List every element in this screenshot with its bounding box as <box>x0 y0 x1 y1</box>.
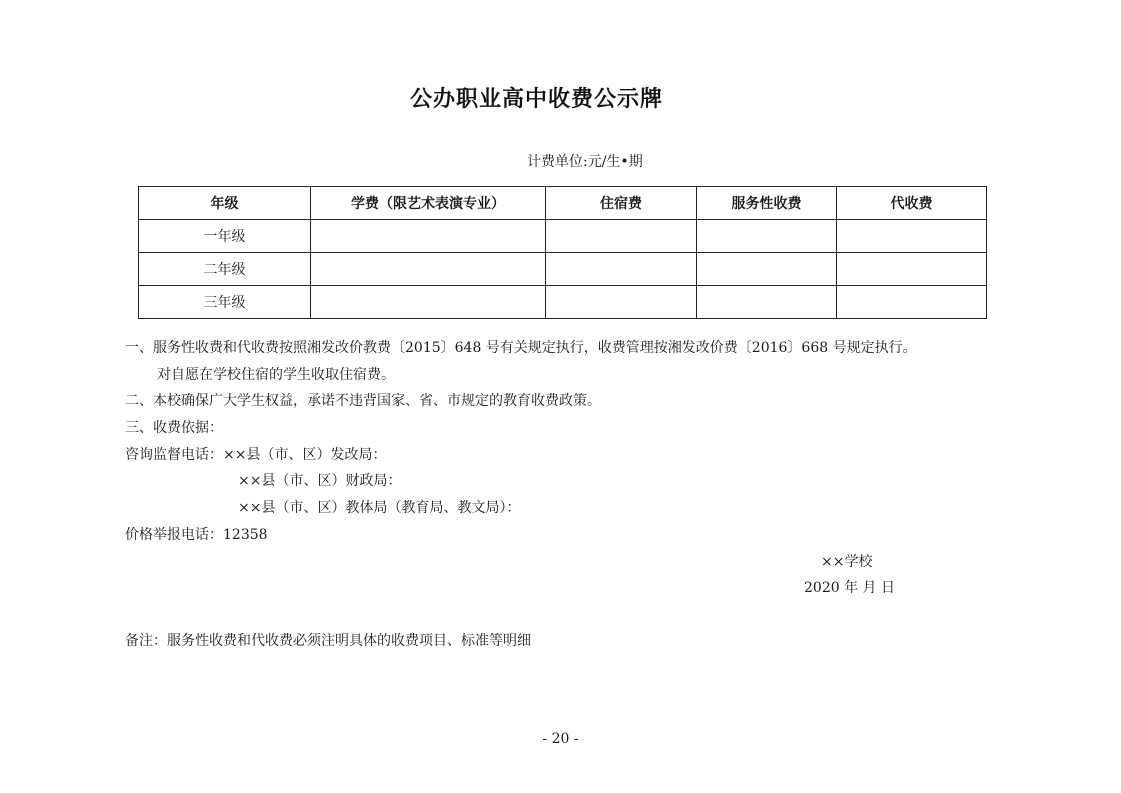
table-cell <box>546 220 697 253</box>
table-row <box>139 220 987 253</box>
note-line-1b: 对自愿在学校住宿的学生收取住宿费。 <box>157 367 395 383</box>
remark: 备注：服务性收费和代收费必须注明具体的收费项目、标准等明细 <box>125 633 531 649</box>
table-row <box>139 286 987 319</box>
grade-cell: 一年级 <box>139 220 311 253</box>
price-report-hotline: 价格举报电话：12358 <box>125 527 268 543</box>
table-cell <box>311 286 546 319</box>
header-accommodation: 住宿费 <box>546 187 697 220</box>
table-cell <box>311 253 546 286</box>
grade-cell: 三年级 <box>139 286 311 319</box>
note-line-2: 二、本校确保广大学生权益，承诺不违背国家、省、市规定的教育收费政策。 <box>125 393 601 409</box>
header-grade: 年级 <box>139 187 311 220</box>
note-line-1: 一、服务性收费和代收费按照湘发改价教费〔2015〕648 号有关规定执行，收费管理按湘发改价费〔2016〕668 号规定执行。 <box>125 340 917 356</box>
hotline-finance: ××县（市、区）财政局： <box>238 473 402 489</box>
header-service-fee: 服务性收费 <box>697 187 837 220</box>
signature-date: 2020 年 月 日 <box>804 580 895 596</box>
table-cell <box>311 220 546 253</box>
header-tuition: 学费（限艺术表演专业） <box>311 187 546 220</box>
page-number: - 20 - <box>542 731 579 747</box>
table-cell <box>697 253 837 286</box>
hotline-development: 咨询监督电话：××县（市、区）发改局： <box>125 447 387 463</box>
table-row <box>139 253 987 286</box>
table-cell <box>697 220 837 253</box>
table-cell <box>837 286 987 319</box>
fee-unit: 计费单位:元/生•期 <box>527 154 643 170</box>
hotline-education: ××县（市、区）教体局（教育局、教文局）： <box>238 500 521 516</box>
table-cell <box>837 253 987 286</box>
table-cell <box>546 286 697 319</box>
signature-school: ××学校 <box>821 554 873 570</box>
table-cell <box>546 253 697 286</box>
grade-cell: 二年级 <box>139 253 311 286</box>
page-title: 公办职业高中收费公示牌 <box>409 87 663 112</box>
header-collection-fee: 代收费 <box>837 187 987 220</box>
table-cell <box>837 220 987 253</box>
table-cell <box>697 286 837 319</box>
note-line-3: 三、收费依据： <box>125 420 223 436</box>
fee-table <box>138 186 987 319</box>
table-header-row <box>139 187 987 220</box>
